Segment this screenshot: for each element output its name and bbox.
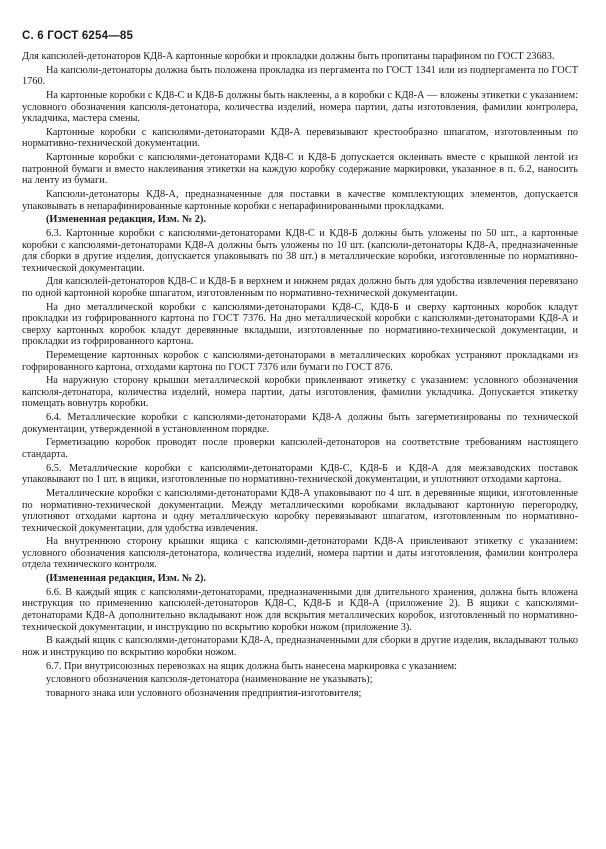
amendment-note-2: (Измененная редакция, Изм. № 2). — [46, 573, 206, 585]
paragraph-12: На наружную сторону крышки металлической коробки приклеивают этикетку с указанием: условного обозначения капсюля-детонатора, количества изделий, номера партии, даты изготовления, фамилии укладчика. Допускается этикетку помещать вовнутрь коробки. — [22, 375, 578, 410]
document-page — [22, 30, 578, 702]
paragraph-14: Герметизацию коробок проводят после проверки капсюлей-детонаторов на соответствие требованиям настоящего стандарта. — [22, 437, 578, 460]
paragraph-3: На картонные коробки с КД8-С и КД8-Б должны быть наклеены, а в коробки с КД8-А — вложены этикетки с указанием: условного обозначения капсюля-детонатора, количества изделий, номера партии, даты изготовления, фамилии контролера, укладчика, мастера смены. — [22, 90, 578, 125]
paragraph-4: Картонные коробки с капсюлями-детонаторами КД8-А перевязывают крестообразно шпагатом, изготовленным по нормативно-технической документации. — [22, 126, 578, 150]
section-6-4: 6.4. Металлические коробки с капсюлями-детонаторами КД8-А должны быть загерметизированы по технической документации, утвержденной в установленном порядке. — [22, 412, 578, 435]
paragraph-2: На капсюли-детонаторы должна быть положена прокладка из пергамента по ГОСТ 1341 или из подпергамента по ГОСТ 1760. — [22, 64, 578, 88]
list-item-1: условного обозначения капсюля-детонатора (наименование не указывать); — [46, 674, 373, 686]
body-text — [22, 51, 578, 700]
paragraph-20: В каждый ящик с капсюлями-детонаторами КД8-А, предназначенными для сборки в другие изделия, вкладывают только нож и инструкцию по вскрытию коробки ножом. — [22, 635, 578, 658]
section-6-6: 6.6. В каждый ящик с капсюлями-детонаторами, предназначенными для длительного хранения, должна быть вложена инструкция по применению капсюлей-детонаторов КД8-С, КД8-Б и КД8-А (приложение 2). В ящики с капсюлями-детонаторами КД8-А дополнительно вкладывают нож для вскрытия металлических коробок, изготовленный по нормативно-технической документации, и инструкцию по вскрытию коробки ножом (приложение 3). — [22, 586, 578, 633]
list-item-2: товарного знака или условного обозначения предприятия-изготовителя; — [46, 688, 362, 700]
section-6-7: 6.7. При внутрисоюзных перевозках на ящик должна быть нанесена маркировка с указанием: — [46, 660, 458, 672]
paragraph-9: Для капсюлей-детонаторов КД8-С и КД8-Б в верхнем и нижнем рядах должно быть для удобства извлечения перевязано по одной картонной коробке шпагатом, изготовленным по нормативно-технической документации. — [22, 276, 578, 299]
paragraph-5: Картонные коробки с капсюлями-детонаторами КД8-С и КД8-Б допускается оклеивать вместе с крышкой лентой из патронной бумаги и вместо наклеивания этикетки на каждую коробку содержание маркировки, указанное в п. 6.2, наносить на ленту из бумаги. — [22, 152, 578, 187]
paragraph-10: На дно металлической коробки с капсюлями-детонаторами КД8-С, КД8-Б и сверху картонных коробок кладут прокладки из гофрированного картона по ГОСТ 7376. На дно металлической коробки с капсюлями-детонаторами КД8-А и сверху картонных коробок кладут деревянные вкладыши, изготовленные по нормативно-технической документации, и прокладки из гофрированного картона. — [22, 301, 578, 348]
amendment-note-1: (Измененная редакция, Изм. № 2). — [46, 214, 206, 226]
paragraph-17: На внутреннюю сторону крышки ящика с капсюлями-детонаторами КД8-А приклеивают этикетку с указанием: условного обозначения капсюля-детонатора, количества изделий, номера партии и даты изготовления, фамилии контролера отдела технического контроля. — [22, 536, 578, 571]
page-header: С. 6 ГОСТ 6254—85 — [22, 30, 134, 42]
section-6-5: 6.5. Металлические коробки с капсюлями-детонаторами КД8-С, КД8-Б и КД8-А для межзаводских поставок упаковывают по 1 шт. в ящики, изготовленные по нормативно-технической документации, и уплотняют отходами картона. — [22, 462, 578, 486]
paragraph-16: Металлические коробки с капсюлями-детонаторами КД8-А упаковывают по 4 шт. в деревянные ящики, изготовленные по нормативно-технической документации. Между металлическими коробками вкладывают картонную перегородку, уплотняют отходами картона и одну металлическую коробку перевязывают шпагатом, изготовленным по нормативно-технической документации, для удобства извлечения. — [22, 487, 578, 534]
paragraph-1: Для капсюлей-детонаторов КД8-А картонные коробки и прокладки должны быть пропитаны парафином по ГОСТ 23683. — [22, 51, 555, 62]
paragraph-11: Перемещение картонных коробок с капсюлями-детонаторами в металлических коробках устраняют прокладками из гофрированного картона, отходами картона по ГОСТ 7376 или бумаги по ГОСТ 876. — [22, 350, 578, 373]
paragraph-6: Капсюли-детонаторы КД8-А, предназначенные для поставки в качестве комплектующих элементов, допускается упаковывать в непарафинированные картонные коробки с непарафинированными прокладками. — [22, 188, 578, 212]
section-6-3: 6.3. Картонные коробки с капсюлями-детонаторами КД8-С и КД8-Б должны быть уложены по 50 шт., а картонные коробки с капсюлями-детонаторами КД8-А должны быть уложены по 10 шт. (капсюли-детонаторы КД8-А, предназначенные для сборки в другие изделия, допускается упаковывать по 38 шт.) в металлические коробки, изготовленные по нормативно-технической документации. — [22, 227, 578, 274]
